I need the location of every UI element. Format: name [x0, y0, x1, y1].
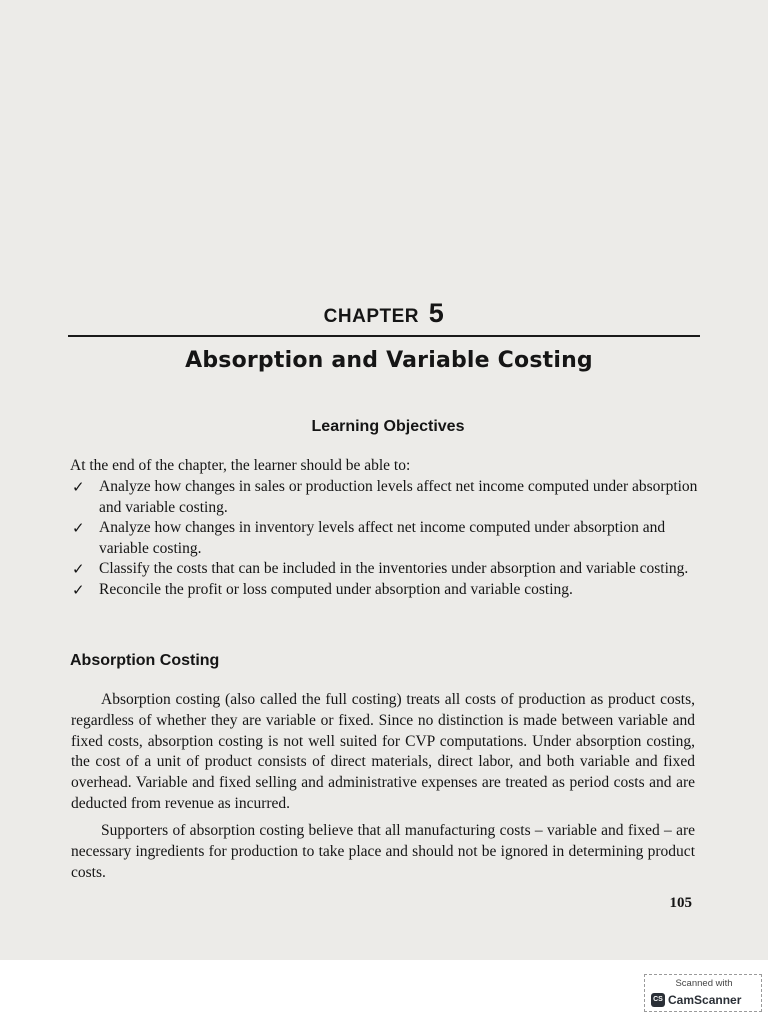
- checkmark-icon: ✓: [72, 519, 85, 537]
- objective-item: [70, 559, 710, 580]
- chapter-word: CHAPTER: [323, 306, 420, 327]
- objectives-intro: At the end of the chapter, the learner should be able to:: [70, 457, 411, 474]
- learning-objectives-heading: Learning Objectives: [311, 418, 465, 435]
- objective-item: [70, 518, 710, 559]
- absorption-costing-heading: Absorption Costing: [70, 652, 220, 669]
- checkmark-icon: ✓: [72, 560, 85, 578]
- chapter-label: [0, 298, 768, 329]
- objective-item: [70, 477, 710, 518]
- objective-text: Reconcile the profit or loss computed under absorption and variable costing.: [99, 580, 573, 598]
- checkmark-icon: ✓: [72, 580, 85, 599]
- camscanner-logo-icon: CS: [651, 993, 665, 1007]
- objective-text: Analyze how changes in inventory levels affect net income computed under absorption and variable costing.: [99, 519, 666, 557]
- camscanner-watermark: [644, 974, 762, 1012]
- scanned-with-label: Scanned with: [675, 978, 733, 989]
- objective-item: [70, 580, 710, 601]
- body-paragraph: Supporters of absorption costing believe that all manufacturing costs – variable and fixed – are necessary ingredients for production to take place and should not be ignored in determining product costs.: [71, 822, 695, 881]
- objective-text: Analyze how changes in sales or production levels affect net income computed under absorption and variable costing.: [99, 478, 698, 516]
- objective-text: Classify the costs that can be included in the inventories under absorption and variable costing.: [99, 560, 689, 577]
- camscanner-brand: CamScanner: [668, 993, 742, 1007]
- page-number: 105: [669, 895, 692, 911]
- objectives-list: [70, 477, 710, 600]
- body-paragraph: Absorption costing (also called the full costing) treats all costs of production as product costs, regardless of whether they are variable or fixed. Since no distinction is made between variable and fixed costs, absorption costing is not well suited for CVP computations. Under absorption costing, the cost of a unit of product consists of direct materials, direct labor, and both variable and fixed overhead. Variable and fixed selling and administrative expenses are treated as period costs and are deducted from revenue as incurred.: [71, 691, 695, 812]
- chapter-title: Absorption and Variable Costing: [185, 348, 593, 373]
- checkmark-icon: ✓: [72, 478, 85, 496]
- chapter-divider: [68, 335, 700, 337]
- chapter-number: 5: [428, 298, 445, 328]
